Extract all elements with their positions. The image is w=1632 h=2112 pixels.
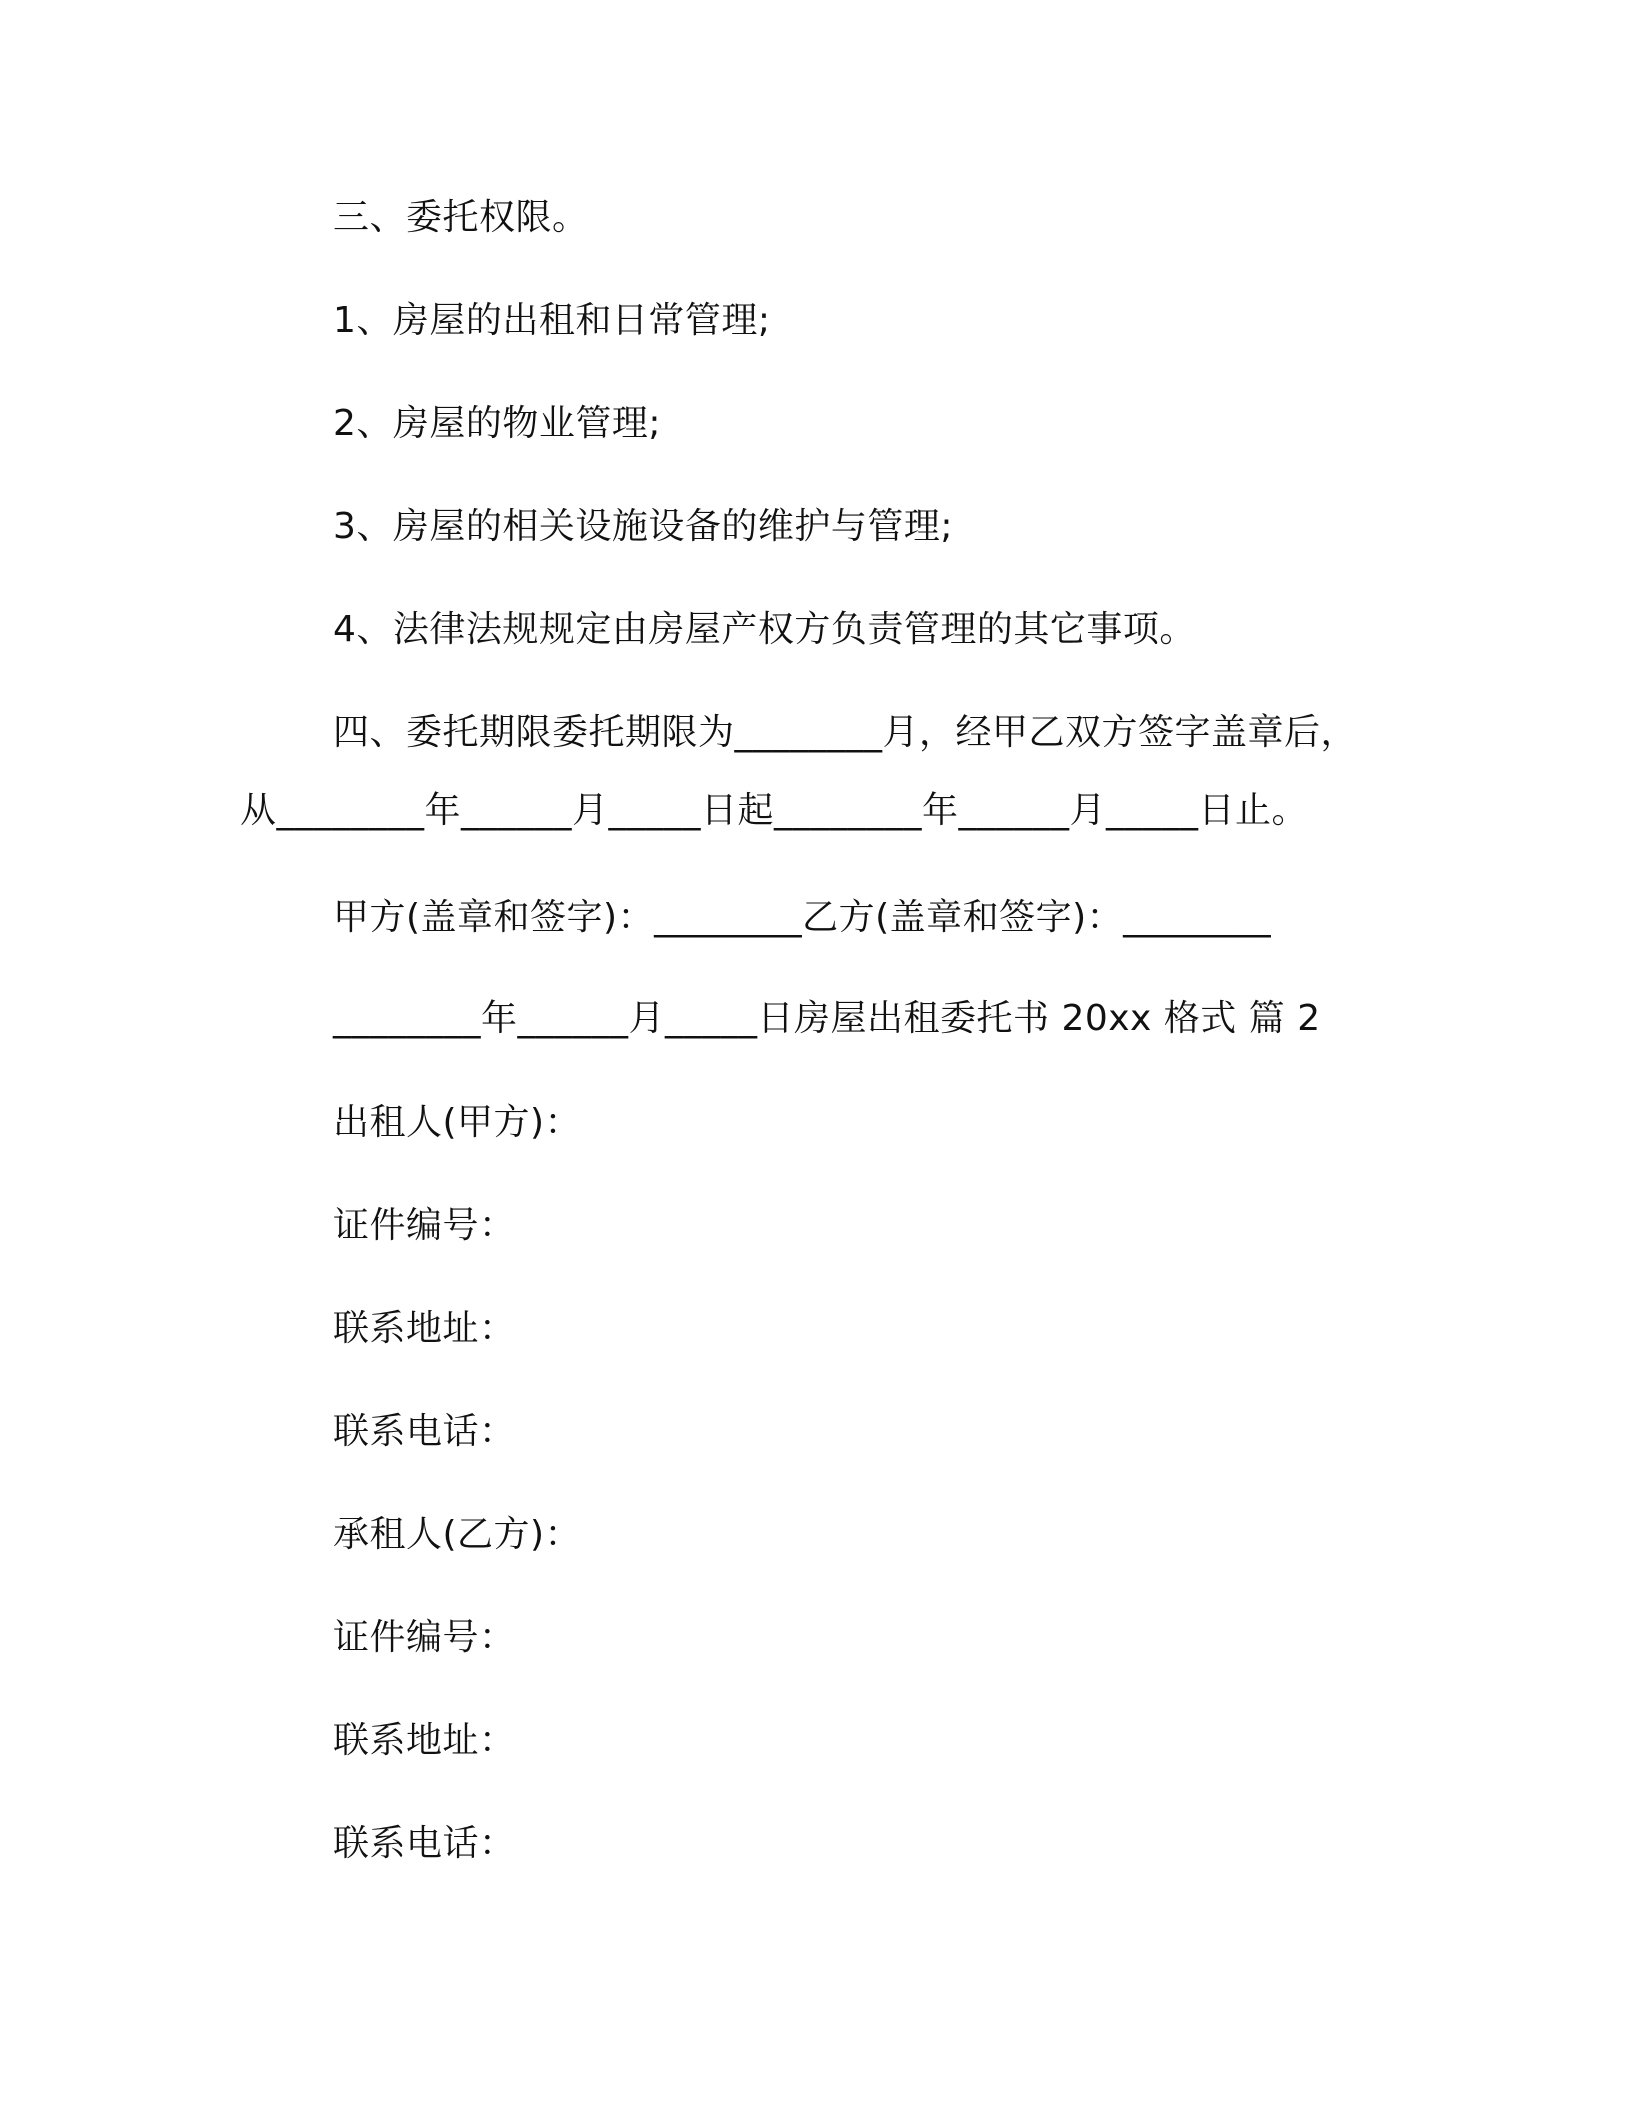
lessee-id-number-label: 证件编号： <box>333 1617 516 1658</box>
authority-item-3: 3、房屋的相关设施设备的维护与管理; <box>333 506 954 547</box>
authority-item-4: 4、法律法规规定由房屋产权方负责管理的其它事项。 <box>333 609 1196 650</box>
term-dates-line: 从________年______月_____日起________年______月_____日止。 <box>240 790 1309 831</box>
authority-item-1: 1、房屋的出租和日常管理; <box>333 300 771 341</box>
lessee-label: 承租人(乙方)： <box>333 1514 582 1555</box>
date-and-title-line: ________年______月_____日房屋出租委托书 20xx 格式 篇 2 <box>333 998 1321 1039</box>
lessee-phone-label: 联系电话： <box>333 1823 516 1864</box>
section-heading-term: 四、委托期限委托期限为________月，经甲乙双方签字盖章后， <box>333 712 1358 753</box>
authority-item-2: 2、房屋的物业管理; <box>333 403 662 444</box>
lessee-address-label: 联系地址： <box>333 1720 516 1761</box>
lessor-phone-label: 联系电话： <box>333 1411 516 1452</box>
lessor-label: 出租人(甲方)： <box>333 1102 582 1143</box>
signature-line: 甲方(盖章和签字)：________乙方(盖章和签字)：________ <box>333 897 1272 938</box>
lessor-id-number-label: 证件编号： <box>333 1205 516 1246</box>
section-heading-authority: 三、委托权限。 <box>333 197 589 238</box>
lessor-address-label: 联系地址： <box>333 1308 516 1349</box>
